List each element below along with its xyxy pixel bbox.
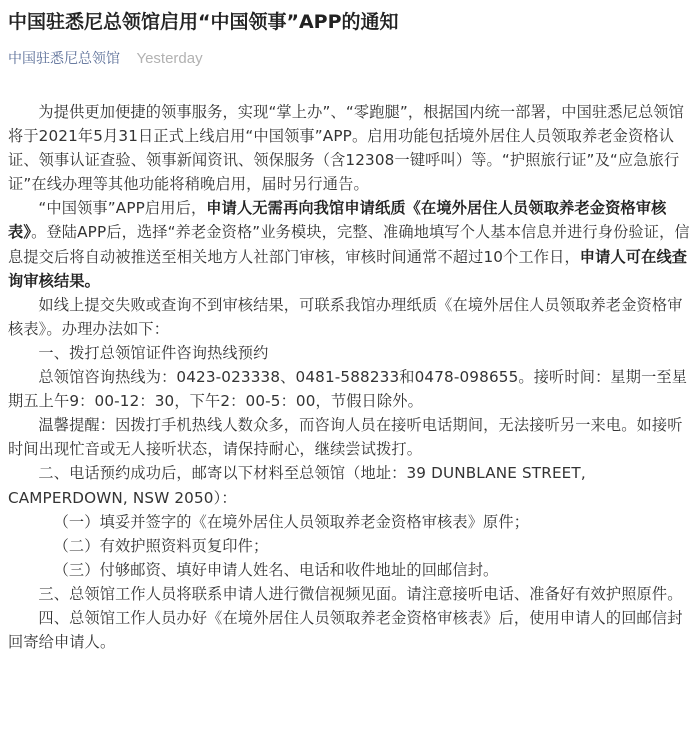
article-meta xyxy=(8,50,203,68)
paragraph-app-usage xyxy=(8,196,690,292)
text-segment: 。登陆APP后，选择“养老金资格”业务模块，完整、准确地填写个人基本信息并进行身份验证，信息提交后将自动被推送至相关地方人社部门审核，审核时间通常不超过10个工作日， xyxy=(8,223,690,266)
bold-text-online-query: 申请人可在线查询审核结果。 xyxy=(8,247,688,290)
step-two-heading: 二、电话预约成功后，邮寄以下材料至总领馆（地址：39 DUNBLANE STREET, CAMPERDOWN, NSW 2050）： xyxy=(8,464,586,507)
article-body xyxy=(8,100,690,654)
step-four-paragraph: 四、总领馆工作人员办好《在境外居住人员领取养老金资格审核表》后，使用申请人的回邮信封回寄给申请人。 xyxy=(8,608,683,652)
article-title: 中国驻悉尼总领馆启用“中国领事”APP的通知 xyxy=(8,11,399,33)
list-item: （三）付够邮资、填好申请人姓名、电话和收件地址的回邮信封。 xyxy=(53,560,499,579)
step-one-heading: 一、拨打总领馆证件咨询热线预约 xyxy=(38,343,269,362)
list-item: （一）填妥并签字的《在境外居住人员领取养老金资格审核表》原件； xyxy=(53,512,530,531)
account-name-link[interactable]: 中国驻悉尼总领馆 xyxy=(8,51,120,67)
publish-time: Yesterday xyxy=(136,50,203,67)
step-three-paragraph: 三、总领馆工作人员将联系申请人进行微信视频见面。请注意接听电话、准备好有效护照原件。 xyxy=(38,584,683,603)
paragraph-hotline: 总领馆咨询热线为：0423-023338、0481-588233和0478-098655。接听时间：星期一至星期五上午9：00-12：30，下午2：00-5：00，节假日除外。 xyxy=(8,368,688,411)
bold-text-no-paper-form: 申请人无需再向我馆申请纸质《在境外居住人员领取养老金资格审核表》 xyxy=(8,199,667,242)
paragraph-intro: 为提供更加便捷的领事服务，实现“掌上办”、“零跑腿”，根据国内统一部署，中国驻悉尼总领馆将于2021年5月31日正式上线启用“中国领事”APP。启用功能包括境外居住人员领取养老金资格认证、领事认证查验、领事新闻资讯、领保服务（含12308一键呼叫）等。“护照旅行证”及“应急旅行证”在线办理等其他功能将稍晚启用，届时另行通告。 xyxy=(8,103,684,194)
list-item: （二）有效护照资料页复印件； xyxy=(53,536,269,555)
text-segment: “中国领事”APP启用后， xyxy=(38,199,207,218)
paragraph-reminder: 温馨提醒：因拨打手机热线人数众多，而咨询人员在接听电话期间，无法接听另一来电。如接听时间出现忙音或无人接听状态，请保持耐心，继续尝试拨打。 xyxy=(8,416,683,459)
paragraph-fallback: 如线上提交失败或查询不到审核结果，可联系我馆办理纸质《在境外居住人员领取养老金资格审核表》。办理办法如下： xyxy=(8,295,683,338)
